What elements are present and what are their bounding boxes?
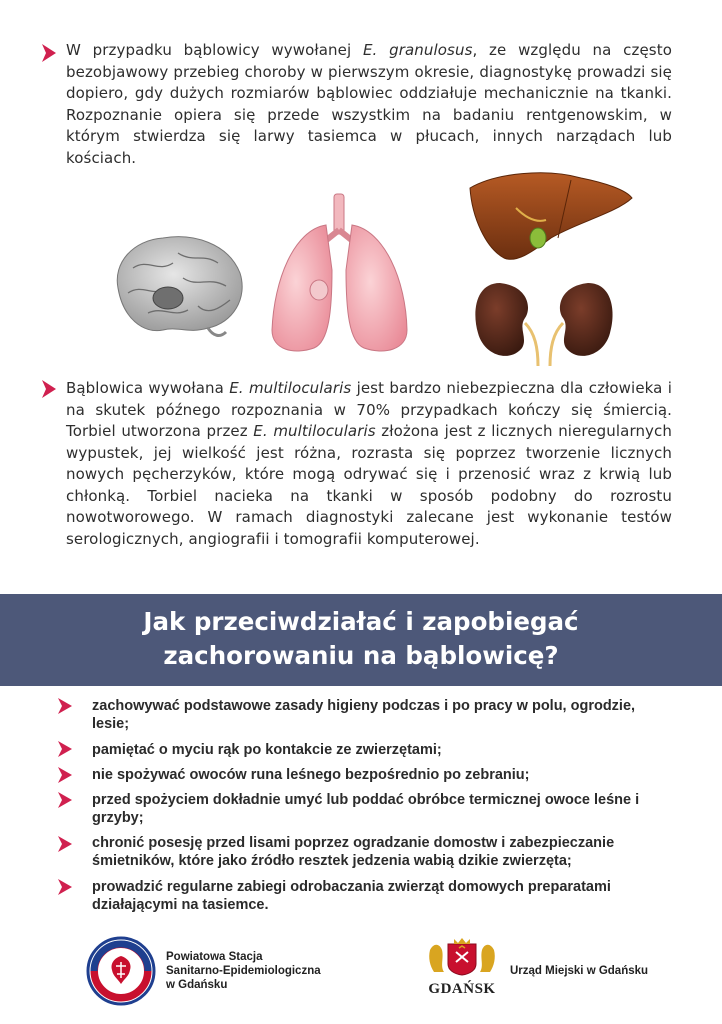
list-item: prowadzić regularne zabiegi odrobaczania zwierząt domowych preparatami działającymi na tasiemce.	[92, 879, 611, 913]
intro-paragraph-2: Bąblowica wywołana E. multilocularis jest bardzo niebezpieczna dla człowieka i na skutek późnego rozpoznania w 70% przypadkach kończy się śmiercią. Torbiel utworzona przez E. multilocularis złożona jest z licznych nieregularnych wypustek, jej wielkość jest różna, rozrasta się poprzez tworzenie licznych nowych pęcherzyków, które mogą odrywać się i przenosić wraz z krwią lub chłonką. Torbiel nacieka na tkanki w sposób podobny do rozrostu nowotworowego. W ramach diagnostyki zalecane jest wykonanie testów serologicznych, angiografii i tomografii komputerowej.	[66, 379, 673, 548]
banner-line-2: zachorowaniu na bąblowicę?	[163, 641, 559, 670]
list-item: zachowywać podstawowe zasady higieny podczas i po pracy w polu, ogrodzie, lesie;	[92, 698, 636, 732]
list-item: pamiętać o myciu rąk po kontakcie ze zwierzętami;	[92, 742, 442, 758]
brain-icon	[108, 228, 248, 342]
right-organization-name: Urząd Miejski w Gdańsku	[510, 965, 649, 977]
list-item: przed spożyciem dokładnie umyć lub poddać obróbce termicznej owoce leśne i grzyby;	[92, 792, 640, 826]
list-item: chronić posesję przed lisami poprzez ogradzanie domostw i zabezpieczanie śmietników, które jako źródło resztek jedzenia wabią dzikie zwierzęta;	[92, 835, 615, 869]
list-item: nie spożywać owoców runa leśnego bezpośrednio po zebraniu;	[92, 767, 530, 783]
chevron-right-icon	[56, 877, 74, 897]
chevron-right-icon	[40, 42, 58, 64]
chevron-right-icon	[56, 834, 74, 854]
liver-icon	[466, 168, 636, 272]
chevron-right-icon	[56, 790, 74, 810]
chevron-right-icon	[56, 739, 74, 759]
kidneys-icon	[470, 278, 620, 372]
lungs-icon	[264, 190, 414, 364]
gdansk-logo-text: GDAŃSK	[428, 981, 496, 997]
chevron-right-icon	[56, 696, 74, 716]
intro-paragraph-1: W przypadku bąblowicy wywołanej E. granulosus, ze względu na często bezobjawowy przebieg choroby w pierwszym okresie, diagnostykę prowadzi się dopiero, gdy dużych rozmiarów bąblowiec oddziałuje mechanicznie na tkanki. Rozpoznanie opiera się przede wszystkim na badaniu rentgenowskim, w którym stwierdza się larwy tasiemca w płucach, innych narządach lub kościach.	[66, 41, 672, 167]
prevention-heading-banner	[0, 594, 722, 686]
sanitary-inspection-seal-logo	[86, 936, 156, 1010]
left-organization-name: Powiatowa Stacja Sanitarno-Epidemiologiczna w Gdańsku	[166, 951, 321, 991]
banner-line-1: Jak przeciwdziałać i zapobiegać	[143, 607, 579, 636]
chevron-right-icon	[40, 378, 58, 400]
gdansk-coat-of-arms-logo	[426, 936, 498, 980]
chevron-right-icon	[56, 765, 74, 785]
